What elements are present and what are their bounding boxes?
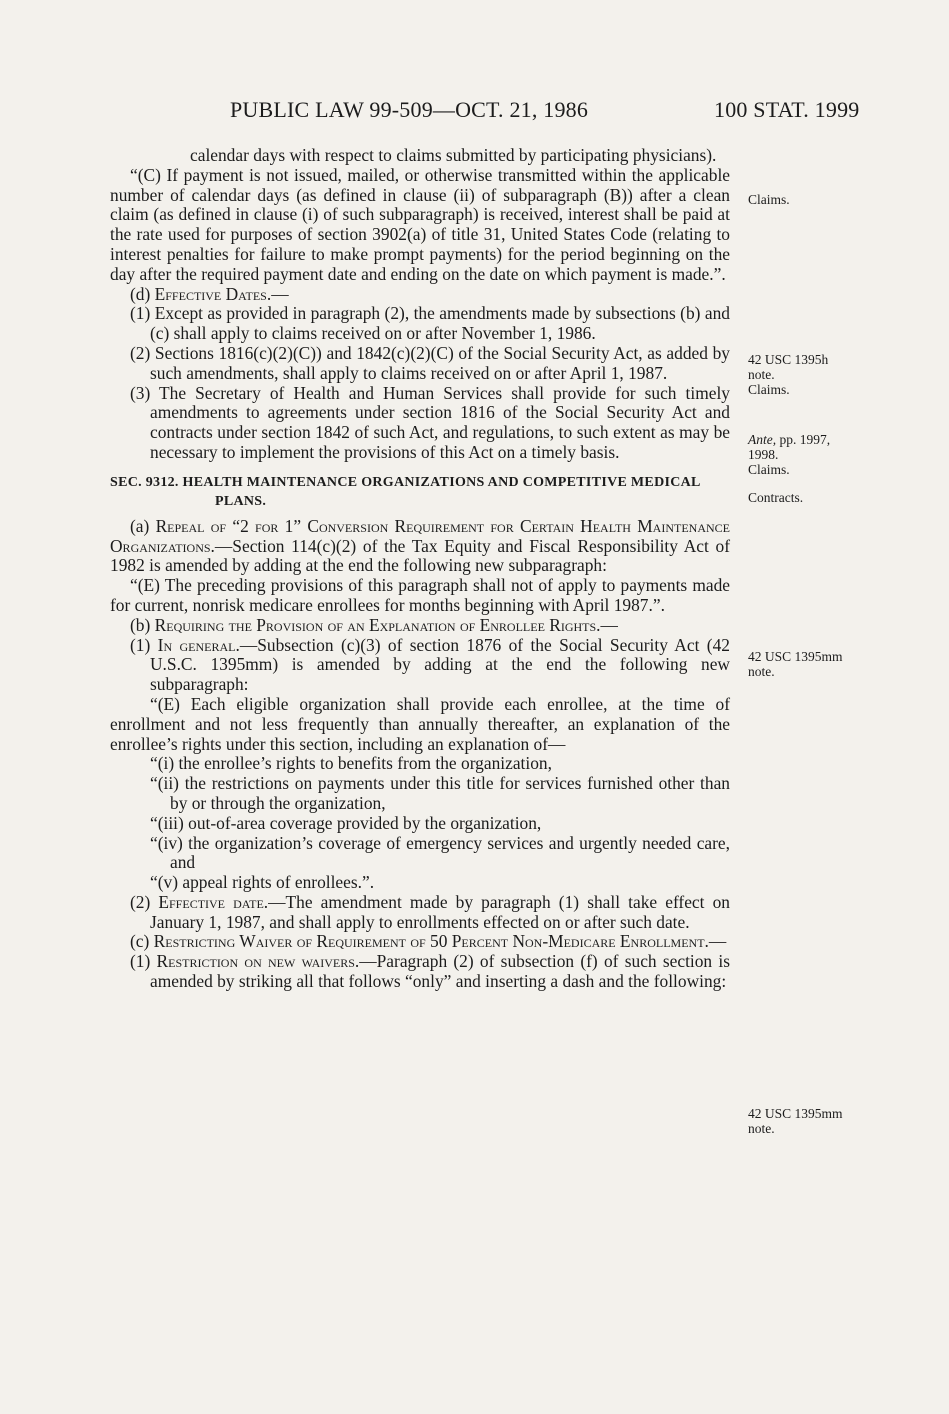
statute-page: 100 STAT. 1999 bbox=[714, 97, 860, 122]
paragraph-d1: (1) Except as provided in paragraph (2), the amendments made by subsections (b) and (c) shall apply to claims received on or after November 1, 1986. bbox=[130, 303, 730, 344]
paragraph-b-e: “(E) Each eligible organization shall provide each enrollee, at the time of enrollment and not less frequently than annually thereafter, an explanation of the enrollee’s rights under this section, including an explanation of— bbox=[110, 693, 730, 754]
section-heading: SEC. 9312. HEALTH MAINTENANCE ORGANIZATIONS AND COMPETITIVE MEDICAL PLANS. bbox=[110, 474, 700, 509]
paragraph-d2: (2) Sections 1816(c)(2)(C)) and 1842(c)(2)(C) of the Social Security Act, as added by such amendments, shall apply to claims received on or after April 1, 1987. bbox=[130, 342, 730, 383]
paragraph-continuation: calendar days with respect to claims submitted by participating physicians). bbox=[190, 145, 717, 165]
paragraph-a-e: “(E) The preceding provisions of this paragraph shall not of apply to payments made for current, nonrisk medicare enrollees for months beginning with April 1987.”. bbox=[110, 575, 730, 615]
clause-v: “(v) appeal rights of enrollees.”. bbox=[150, 872, 375, 893]
margin-note-claims: Claims. bbox=[748, 192, 790, 207]
heading-c: (c) Restricting Waiver of Requirement of 50 Percent Non-Medicare Enrollment.— bbox=[130, 931, 727, 952]
page-header bbox=[0, 97, 949, 125]
margin-note-contracts: Contracts. bbox=[748, 490, 804, 505]
heading-d: (d) Effective Dates.— bbox=[130, 283, 289, 304]
paragraph-d3: (3) The Secretary of Health and Human Services shall provide for such timely amendments to agreements under section 1816 of the Social Security Act and contracts under section 1842 of such Act, and regulations, to such extent as may be necessary to implement the provisions of this Act on a timely basis. bbox=[130, 382, 730, 462]
margin-note-1395mm-b: 42 USC 1395mm note. bbox=[748, 1106, 843, 1136]
margin-note-1395mm-a: 42 USC 1395mm note. bbox=[748, 649, 843, 679]
paragraph-c: “(C) If payment is not issued, mailed, or otherwise transmitted within the applicable number of calendar days (as defined in clause (ii) of subparagraph (B)) after a clean claim (as defined in clause (i) of such subparagraph) is received, interest shall be paid at the rate used for purposes of section 3902(a) of title 31, United States Code (relating to interest penalties for failure to make prompt payments) for the period beginning on the day after the required payment date and ending on the date on which payment is made.”. bbox=[110, 164, 730, 284]
clause-i: “(i) the enrollee’s rights to benefits from the organization, bbox=[150, 753, 552, 774]
law-title: PUBLIC LAW 99-509—OCT. 21, 1986 bbox=[230, 97, 589, 122]
clause-ii: “(ii) the restrictions on payments under this title for services furnished other than by or through the organization, bbox=[150, 773, 730, 813]
margin-note-1395h: 42 USC 1395h note. Claims. bbox=[748, 352, 829, 397]
paragraph-b1: (1) In general.—Subsection (c)(3) of section 1876 of the Social Security Act (42 U.S.C. 1395mm) is amended by adding at the end the following new subparagraph: bbox=[130, 634, 730, 695]
clause-iii: “(iii) out-of-area coverage provided by the organization, bbox=[150, 812, 542, 833]
heading-b: (b) Requiring the Provision of an Explanation of Enrollee Rights.— bbox=[130, 614, 618, 635]
statute-text bbox=[110, 146, 730, 992]
paragraph-a: (a) Repeal of “2 for 1” Conversion Requirement for Certain Health Maintenance Organizations.—Section 114(c)(2) of the Tax Equity and Fiscal Responsibility Act of 1982 is amended by adding at the end the following new subparagraph: bbox=[110, 515, 730, 576]
margin-note-ante: Ante, pp. 1997, 1998. Claims. bbox=[748, 432, 831, 477]
paragraph-b2: (2) Effective date.—The amendment made by paragraph (1) shall take effect on January 1, 1987, and shall apply to enrollments effected on or after such date. bbox=[130, 891, 730, 932]
paragraph-c1: (1) Restriction on new waivers.—Paragraph (2) of subsection (f) of such section is amended by striking all that follows “only” and inserting a dash and the following: bbox=[130, 951, 730, 992]
clause-iv: “(iv) the organization’s coverage of emergency services and urgently needed care, and bbox=[150, 832, 730, 873]
